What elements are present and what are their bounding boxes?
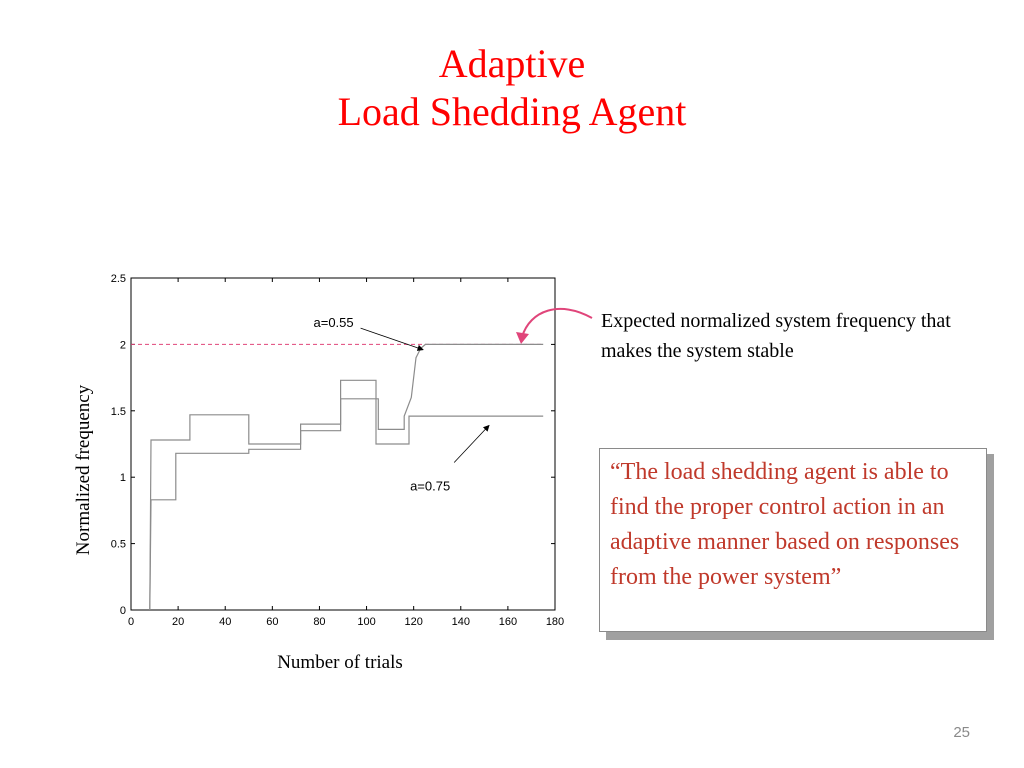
slide-title-line-1: Adaptive <box>438 41 586 86</box>
series-annotation-arrow <box>361 328 424 350</box>
series-annotation-label: a=0.55 <box>313 315 354 331</box>
series-group <box>150 344 543 610</box>
slide-title-line-2: Load Shedding Agent <box>337 89 687 134</box>
x-tick-label: 180 <box>545 616 565 628</box>
series-line <box>150 344 543 610</box>
annotation-curved-arrow <box>522 309 592 337</box>
series-annotation-arrow <box>454 425 489 462</box>
y-tick-label: 1 <box>119 472 126 485</box>
x-axis-label: Number of trials <box>277 652 403 673</box>
annotation-curved-arrow-head <box>516 332 529 344</box>
x-tick-label: 160 <box>498 616 518 628</box>
x-tick-label: 20 <box>171 616 185 628</box>
x-tick-label: 0 <box>127 616 135 628</box>
x-tick-label: 80 <box>313 616 326 628</box>
x-tick-label: 120 <box>404 616 423 628</box>
reference-annotation-text: Expected normalized system frequency that makes the system stable <box>601 310 951 362</box>
x-tick-label: 140 <box>451 616 470 628</box>
y-tick-label: 2.5 <box>110 273 126 285</box>
series-annotation-label: a=0.75 <box>410 478 451 494</box>
x-tick-label: 100 <box>357 616 376 628</box>
series-line <box>150 380 543 610</box>
y-tick-label: 2 <box>119 339 126 352</box>
annotation-group <box>314 315 490 493</box>
y-tick-label: 0 <box>119 605 126 617</box>
y-tick-label: 1.5 <box>110 405 126 418</box>
x-tick-label: 60 <box>266 616 279 628</box>
y-tick-label: 0.5 <box>110 538 126 551</box>
x-tick-label: 40 <box>219 616 232 628</box>
y-axis-label: Normalized frequency <box>73 384 94 556</box>
page-number: 25 <box>953 724 970 741</box>
quote-text: “The load shedding agent is able to find the proper control action in an adaptive manner based on responses from the power system” <box>610 459 960 590</box>
quote-box <box>599 448 987 632</box>
